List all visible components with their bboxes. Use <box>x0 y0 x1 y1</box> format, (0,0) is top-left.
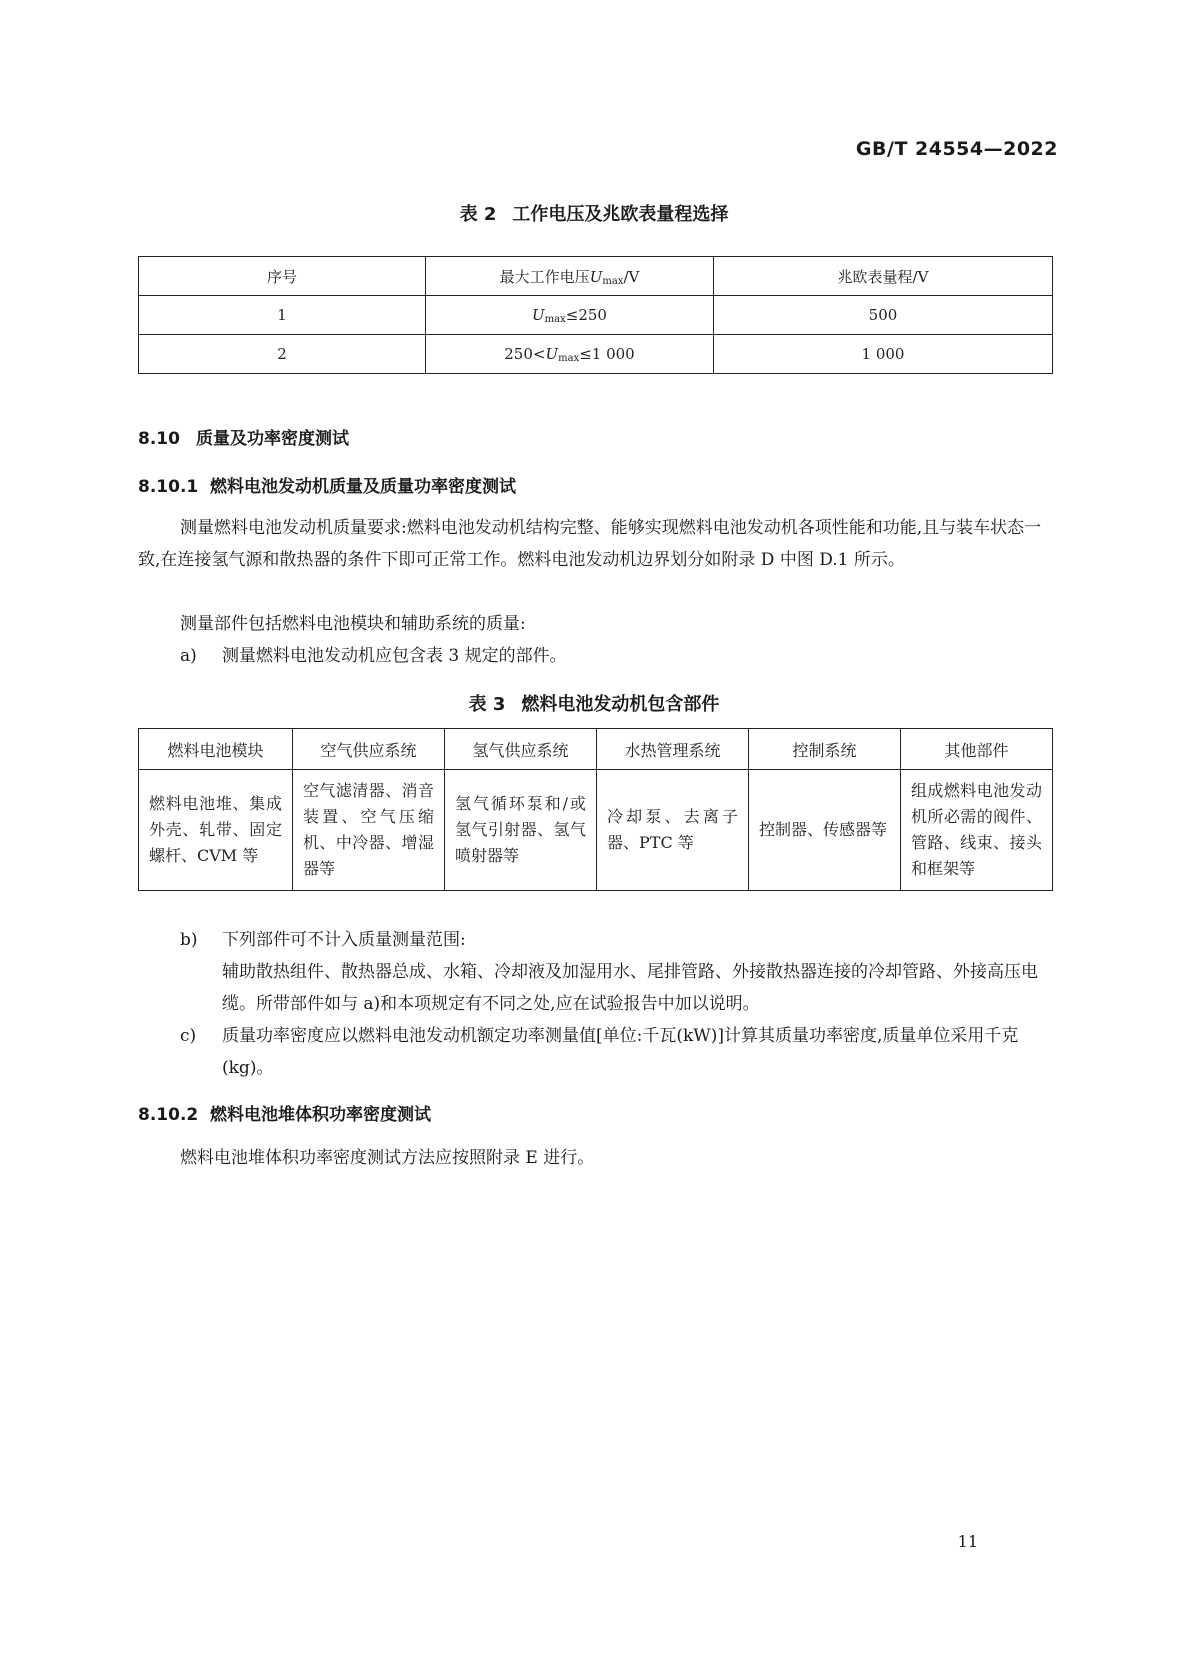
paragraph-volume-density: 燃料电池堆体积功率密度测试方法应按照附录 E 进行。 <box>180 1148 595 1168</box>
table-header-row <box>139 729 1053 770</box>
section-heading-8-10-2 <box>138 1100 431 1125</box>
voltage-var: U <box>532 305 545 324</box>
list-item-text: 测量燃料电池发动机应包含表 3 规定的部件。 <box>222 646 567 666</box>
table3-header: 氢气供应系统 <box>445 729 597 770</box>
table3-caption-number: 表 3 <box>468 694 506 715</box>
table2-caption-title: 工作电压及兆欧表量程选择 <box>512 204 729 225</box>
voltage-sub: max <box>544 313 566 325</box>
table2-header-voltage <box>426 257 714 296</box>
table2-caption-number: 表 2 <box>459 204 497 225</box>
section-number: 8.10.1 <box>138 477 199 497</box>
section-title: 质量及功率密度测试 <box>196 429 349 449</box>
page-number: 11 <box>957 1532 978 1551</box>
table2-caption <box>0 200 1188 226</box>
table3-header: 其他部件 <box>901 729 1053 770</box>
standard-number: GB/T 24554—2022 <box>855 138 1058 160</box>
table2-header-no: 序号 <box>139 257 426 296</box>
table-row <box>139 770 1053 891</box>
list-marker: c) <box>180 1026 197 1046</box>
table3-cell: 空气滤清器、消音装置、空气压缩机、中冷器、增湿器等 <box>293 770 445 891</box>
table2-cell-voltage <box>426 335 714 374</box>
table-row <box>139 296 1053 335</box>
table3-cell: 氢气循环泵和/或氢气引射器、氢气喷射器等 <box>445 770 597 891</box>
list-marker: a) <box>180 646 197 666</box>
table2-cell-voltage <box>426 296 714 335</box>
table3-header: 水热管理系统 <box>597 729 749 770</box>
voltage-var: U <box>545 344 559 363</box>
table3-cell: 组成燃料电池发动机所必需的阀件、管路、线束、接头和框架等 <box>901 770 1053 891</box>
table2-header-range: 兆欧表量程/V <box>714 257 1053 296</box>
table2-cell-no: 2 <box>139 335 426 374</box>
table3-header: 控制系统 <box>749 729 901 770</box>
table2-cell-range: 1 000 <box>714 335 1053 374</box>
section-number: 8.10 <box>138 429 180 449</box>
table-header-row <box>139 257 1053 296</box>
list-item-text: 质量功率密度应以燃料电池发动机额定功率测量值[单位:千瓦(kW)]计算其质量功率密度,质量单位采用千克(kg)。 <box>222 1026 1019 1078</box>
section-title: 燃料电池发动机质量及质量功率密度测试 <box>210 477 516 497</box>
table3-cell: 燃料电池堆、集成外壳、轧带、固定螺杆、CVM 等 <box>139 770 293 891</box>
section-heading-8-10 <box>138 424 349 449</box>
voltage-post: ≤250 <box>565 305 607 324</box>
section-number: 8.10.2 <box>138 1105 199 1125</box>
header-voltage-sub: max <box>602 275 624 287</box>
paragraph-mass-requirements: 测量燃料电池发动机质量要求:燃料电池发动机结构完整、能够实现燃料电池发动机各项性能和功能,且与装车状态一致,在连接氢气源和散热器的条件下即可正常工作。燃料电池发动机边界划分如附录 D 中图 D.1 所示。 <box>138 518 1042 570</box>
header-voltage-suffix: /V <box>623 267 640 286</box>
voltage-pre: 250< <box>504 344 546 363</box>
section-title: 燃料电池堆体积功率密度测试 <box>210 1105 431 1125</box>
header-voltage-prefix: 最大工作电压 <box>499 267 590 286</box>
list-item-text: 下列部件可不计入质量测量范围: <box>222 930 466 950</box>
table3-header: 空气供应系统 <box>293 729 445 770</box>
list-item-detail: 辅助散热组件、散热器总成、水箱、冷却液及加湿用水、尾排管路、外接散热器连接的冷却管路、外接高压电缆。所带部件如与 a)和本项规定有不同之处,应在试验报告中加以说明。 <box>222 962 1038 1014</box>
list-item-c <box>180 1020 1052 1084</box>
header-voltage-var: U <box>589 267 603 286</box>
table2-voltage-range <box>138 256 1053 374</box>
section-heading-8-10-1 <box>138 472 516 497</box>
list-item-b <box>180 924 1052 1020</box>
list-marker: b) <box>180 930 198 950</box>
table2-cell-range: 500 <box>714 296 1053 335</box>
table3-caption <box>0 690 1188 716</box>
table3-cell: 控制器、传感器等 <box>749 770 901 891</box>
list-item-a <box>180 640 1052 672</box>
voltage-sub: max <box>558 352 580 364</box>
table2-cell-no: 1 <box>139 296 426 335</box>
voltage-post: ≤1 000 <box>579 344 635 363</box>
table3-caption-title: 燃料电池发动机包含部件 <box>521 694 720 715</box>
table3-engine-components <box>138 728 1053 891</box>
table3-cell: 冷却泵、去离子器、PTC 等 <box>597 770 749 891</box>
table3-header: 燃料电池模块 <box>139 729 293 770</box>
paragraph-measured-parts: 测量部件包括燃料电池模块和辅助系统的质量: <box>180 614 526 634</box>
table-row <box>139 335 1053 374</box>
